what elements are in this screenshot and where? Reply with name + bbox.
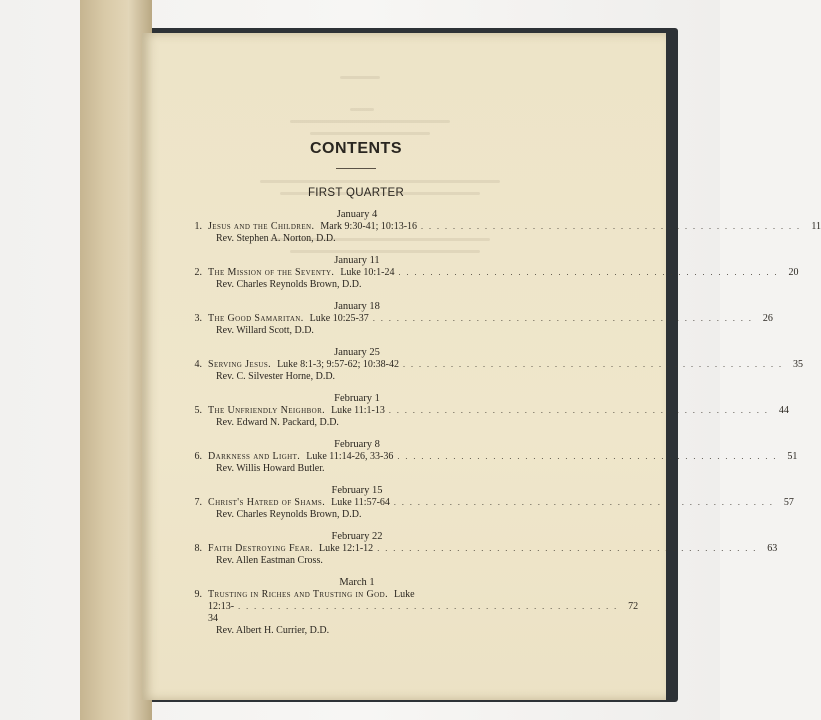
entry-title: The Unfriendly Neighbor.: [208, 405, 326, 416]
entry-date: February 22: [331, 531, 383, 542]
entry-line: [186, 589, 506, 601]
entry-title: Christ's Hatred of Shams.: [208, 497, 326, 508]
entry-title: Darkness and Light.: [208, 451, 301, 462]
entry-scripture-ref: Luke 11:57-64: [331, 497, 390, 508]
contents-section: [186, 140, 821, 637]
entry-date: March 1: [339, 577, 375, 588]
entry-continuation: [186, 601, 639, 625]
entry-line: [186, 221, 821, 233]
entry-number: 4.: [194, 359, 202, 370]
entry-number: 9.: [194, 589, 202, 600]
entry-author: Rev. Charles Reynolds Brown, D.D.: [216, 509, 362, 520]
entry-line: [186, 267, 799, 279]
dot-leader: . . . . . . . . . . . . . . . . . . . . . . . . . . . . . . . . . . . . . . . . . . . . . . . .: [421, 222, 802, 231]
entry-line: [186, 359, 803, 371]
entry-number: 7.: [194, 497, 202, 508]
dot-leader: . . . . . . . . . . . . . . . . . . . . . . . . . . . . . . . . . . . . . . . . . . . . . . . .: [398, 268, 779, 277]
entry-page-number: 57: [783, 497, 794, 508]
entry-author: Rev. Willard Scott, D.D.: [216, 325, 314, 336]
dot-leader: . . . . . . . . . . . . . . . . . . . . . . . . . . . . . . . . . . . . . . . . . . . . . . . .: [403, 360, 783, 369]
entry-number: 1.: [194, 221, 202, 232]
entry-page-number: 63: [767, 543, 778, 554]
entry-page-number: 35: [793, 359, 803, 370]
toc-entry: [186, 301, 773, 337]
entry-date: February 8: [334, 439, 380, 450]
entry-author: Rev. Willis Howard Butler.: [216, 463, 325, 474]
entry-date: January 4: [336, 209, 378, 220]
entry-title: The Mission of the Seventy.: [208, 267, 335, 278]
entry-line: [186, 497, 794, 509]
entry-scripture-ref: Luke: [393, 589, 415, 600]
toc-entry: [186, 439, 798, 475]
entry-page-number: 51: [787, 451, 798, 462]
entry-scripture-ref: Luke 11:14-26, 33-36: [306, 451, 394, 462]
entry-title: Trusting in Riches and Trusting in God.: [208, 589, 388, 600]
toc-entry: [186, 209, 821, 245]
entry-page-number: 72: [628, 601, 639, 612]
entry-date: January 18: [334, 301, 380, 312]
page-title: CONTENTS: [310, 140, 402, 157]
dot-leader: . . . . . . . . . . . . . . . . . . . . . . . . . . . . . . . . . . . . . . . . . . . . . . . .: [238, 602, 619, 611]
entry-author: Rev. Stephen A. Norton, D.D.: [216, 233, 336, 244]
entry-scripture-ref: Luke 11:1-13: [331, 405, 385, 416]
entry-scripture-ref: Mark 9:30-41; 10:13-16: [320, 221, 418, 232]
entry-line: [186, 543, 778, 555]
entry-title: Serving Jesus.: [208, 359, 272, 370]
entry-number: 3.: [194, 313, 202, 324]
toc-entry: [186, 255, 799, 291]
dot-leader: . . . . . . . . . . . . . . . . . . . . . . . . . . . . . . . . . . . . . . . . . . . . . . . .: [397, 452, 778, 461]
entry-number: 2.: [194, 267, 202, 278]
entry-author: Rev. Allen Eastman Cross.: [216, 555, 323, 566]
dot-leader: . . . . . . . . . . . . . . . . . . . . . . . . . . . . . . . . . . . . . . . . . . . . . . . .: [377, 544, 758, 553]
entry-page-number: 20: [788, 267, 799, 278]
entry-date: January 11: [334, 255, 380, 266]
toc-entry: [186, 531, 778, 567]
toc-entry: [186, 393, 789, 429]
entry-list: [186, 209, 821, 637]
toc-entry: [186, 485, 794, 521]
entry-number: 6.: [194, 451, 202, 462]
entry-date: January 25: [334, 347, 380, 358]
entry-line: [186, 313, 773, 325]
entry-page-number: 44: [778, 405, 789, 416]
dot-leader: . . . . . . . . . . . . . . . . . . . . . . . . . . . . . . . . . . . . . . . . . . . . . . . .: [372, 314, 753, 323]
entry-scripture-ref: Luke 12:1-12: [319, 543, 374, 554]
entry-number: 5.: [194, 405, 202, 416]
toc-entry: [186, 347, 803, 383]
entry-title: The Good Samaritan.: [208, 313, 304, 324]
entry-author: Rev. Albert H. Currier, D.D.: [216, 625, 330, 636]
entry-line: [186, 405, 789, 417]
entry-date: February 15: [331, 485, 383, 496]
entry-author: Rev. C. Silvester Horne, D.D.: [216, 371, 336, 382]
entry-scripture-ref-cont: 12:13-34: [208, 601, 235, 624]
dot-leader: . . . . . . . . . . . . . . . . . . . . . . . . . . . . . . . . . . . . . . . . . . . . . . . .: [393, 498, 774, 507]
dot-leader: . . . . . . . . . . . . . . . . . . . . . . . . . . . . . . . . . . . . . . . . . . . . . . . .: [388, 406, 769, 415]
entry-scripture-ref: Luke 10:1-24: [340, 267, 395, 278]
entry-page-number: 26: [762, 313, 773, 324]
entry-author: Rev. Charles Reynolds Brown, D.D.: [216, 279, 362, 290]
section-heading: FIRST QUARTER: [307, 187, 405, 199]
title-rule: [336, 168, 376, 169]
entry-number: 8.: [194, 543, 202, 554]
toc-entry: [186, 577, 639, 637]
entry-page-number: 11: [811, 221, 821, 232]
entry-title: Jesus and the Children.: [208, 221, 315, 232]
entry-scripture-ref: Luke 10:25-37: [309, 313, 369, 324]
entry-line: [186, 451, 798, 463]
entry-scripture-ref: Luke 8:1-3; 9:57-62; 10:38-42: [277, 359, 399, 370]
entry-author: Rev. Edward N. Packard, D.D.: [216, 417, 339, 428]
entry-title: Faith Destroying Fear.: [208, 543, 314, 554]
entry-date: February 1: [334, 393, 380, 404]
